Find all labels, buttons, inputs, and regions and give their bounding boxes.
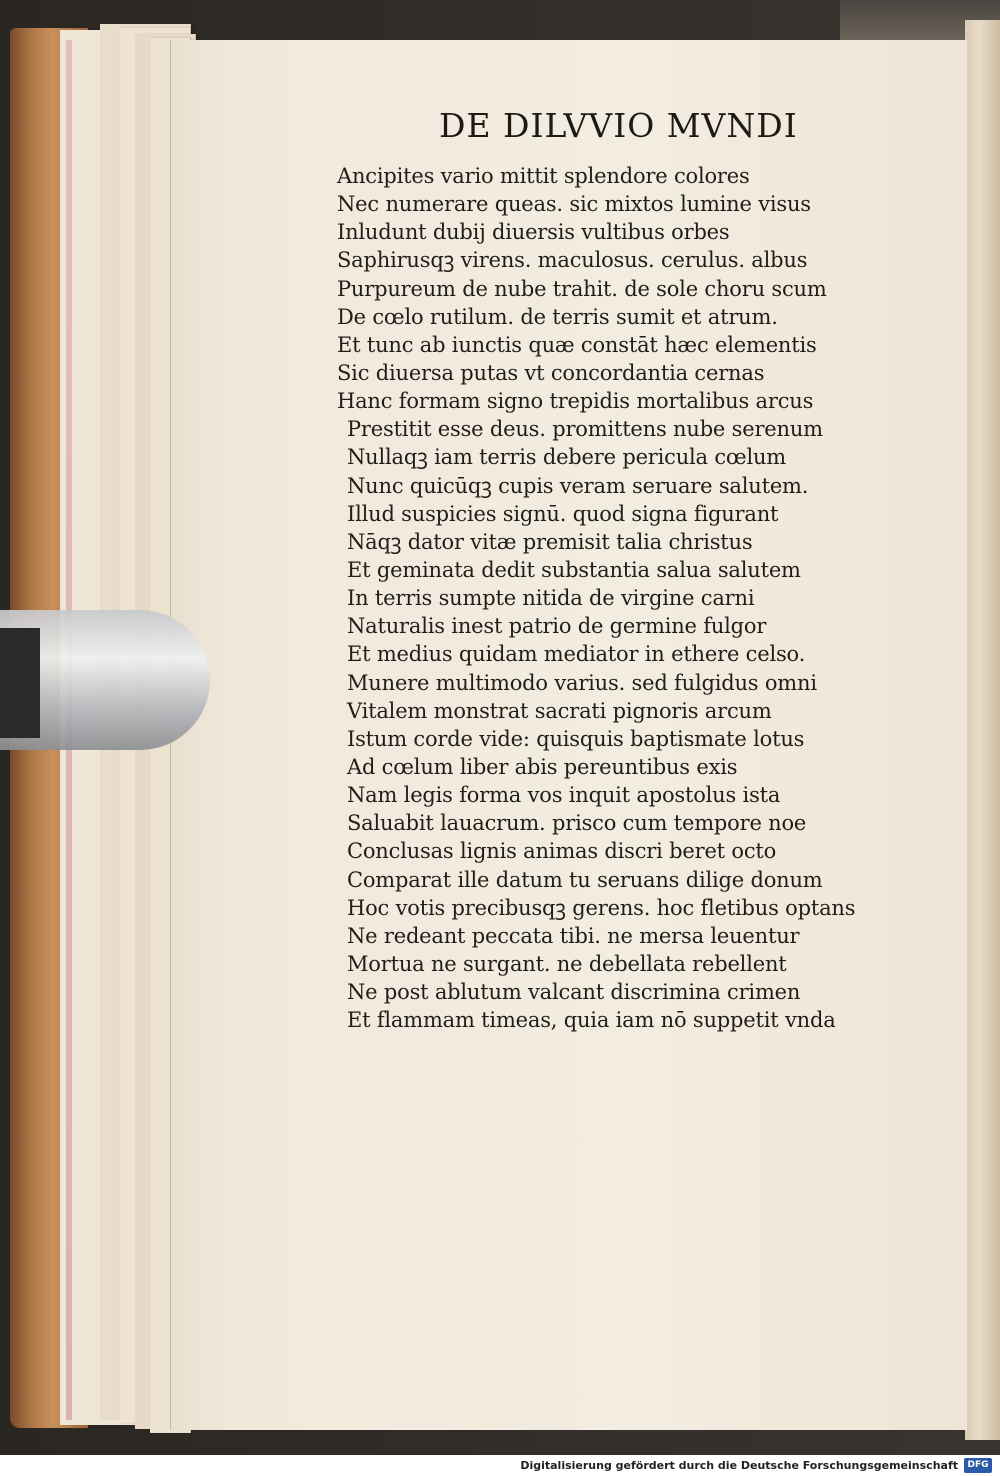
book-page [170,40,967,1430]
verse-line: Et geminata dedit substantia salua salutem [347,557,801,582]
clasp-shadow [0,628,40,738]
verse-line: Inludunt dubij diuersis vultibus orbes [337,220,730,245]
verse-line: Istum corde vide: quisquis baptismate lotus [347,726,805,751]
verse-line: Nam legis forma vos inquit apostolus ista [347,783,781,808]
verse-line: Saphirusqꝫ virens. maculosus. cerulus. albus [337,248,808,273]
facing-page-edge [965,20,1000,1440]
verse-line: Mortua ne surgant. ne debellata rebellent [347,951,787,976]
verse-line: Conclusas lignis animas discri beret octo [347,839,777,864]
verse-line: Sic diuersa putas vt concordantia cernas [337,360,765,385]
bleed-through [371,1055,931,1217]
verse-list [337,162,855,1034]
verse-line: Ad cœlum liber abis pereuntibus exis [347,754,738,779]
verse-line: Ne redeant peccata tibi. ne mersa leuentur [347,923,800,948]
verse-line: Et flammam timeas, quia iam nō suppetit vnda [347,1008,836,1033]
verse-line: Nec numerare queas. sic mixtos lumine visus [337,192,811,217]
verse-line: Nāqꝫ dator vitæ premisit talia christus [347,529,753,554]
verse-line: Naturalis inest patrio de germine fulgor [347,614,767,639]
verse-line: Purpureum de nube trahit. de sole choru scum [337,276,827,301]
footer-credit: Digitalisierung gefördert durch die Deutsche Forschungsgemeinschaft [520,1459,958,1472]
verse-line: Saluabit lauacrum. prisco cum tempore noe [347,811,807,836]
verse-line: Prestitit esse deus. promittens nube serenum [347,417,823,442]
footer-bar [0,1455,1000,1476]
verse-line: Munere multimodo varius. sed fulgidus omni [347,670,817,695]
verse-line: Et medius quidam mediator in ethere celso. [347,642,806,667]
verse-line: Hanc formam signo trepidis mortalibus arcus [337,389,814,414]
dfg-logo-icon[interactable]: DFG [964,1458,992,1473]
page-title: DE DILVVIO MVNDI [439,106,798,145]
verse-line: Ancipites vario mittit splendore colores [337,164,750,188]
verse-line: Hoc votis precibusqꝫ gerens. hoc fletibus optans [347,895,856,920]
verse-line: Ne post ablutum valcant discrimina crimen [347,980,801,1005]
verse-line: Illud suspicies signū. quod signa figurant [347,501,779,526]
verse-line: Et tunc ab iunctis quæ constāt hæc elementis [337,332,817,357]
verse-line: Nunc quicūqꝫ cupis veram seruare salutem. [347,473,809,498]
verse-line: Comparat ille datum tu seruans dilige donum [347,867,823,892]
verse-line: In terris sumpte nitida de virgine carni [347,586,755,611]
verse-line: Nullaqꝫ iam terris debere pericula cœlum [347,445,787,470]
verse-line: Vitalem monstrat sacrati pignoris arcum [347,698,772,723]
verse-line: De cœlo rutilum. de terris sumit et atrum. [337,304,778,329]
